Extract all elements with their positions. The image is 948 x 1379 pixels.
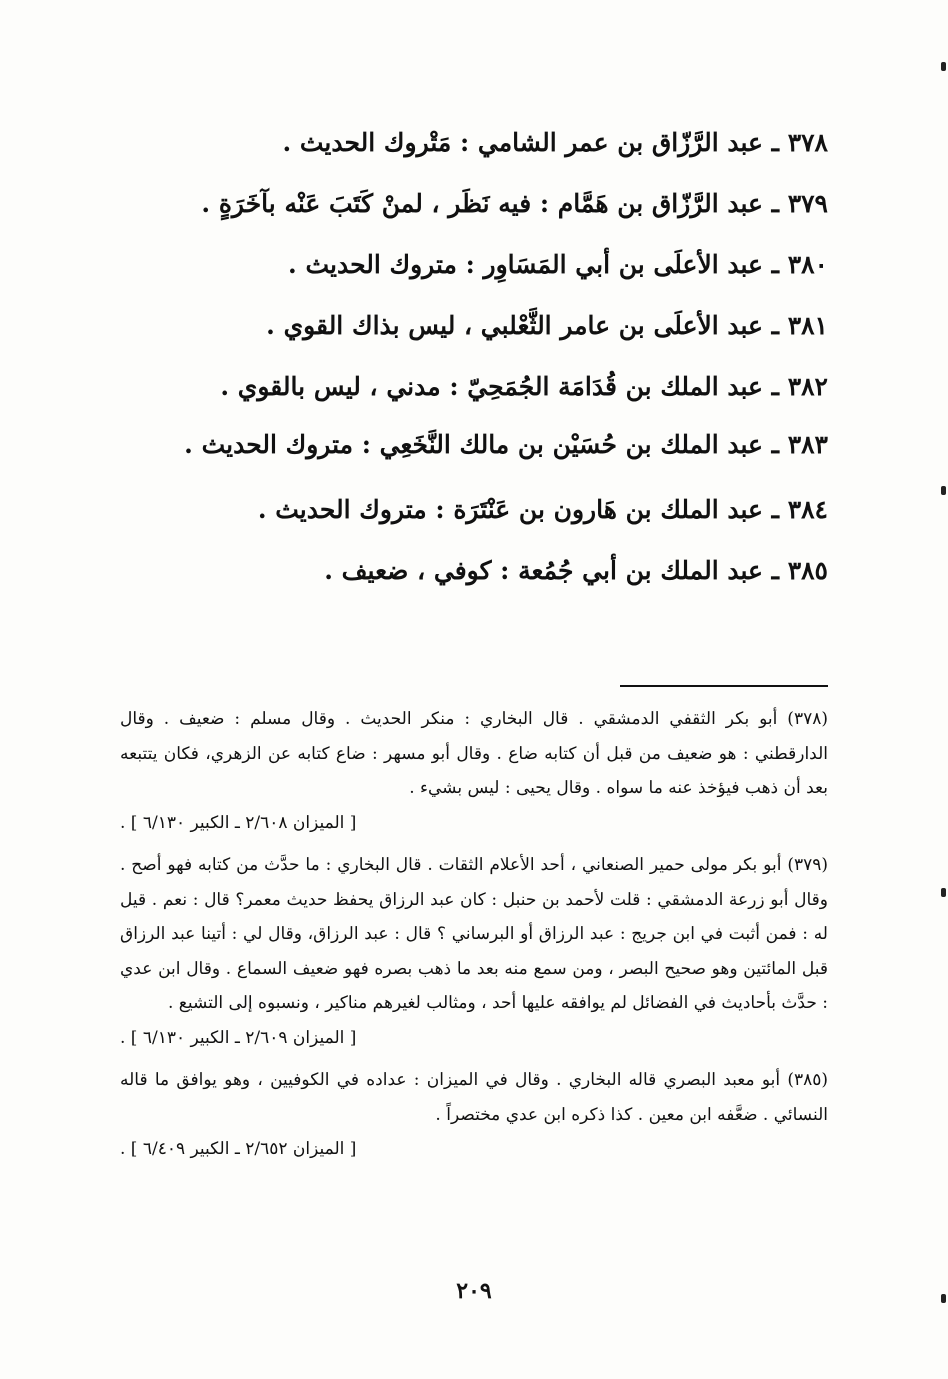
footnote-reference: [ الميزان ٢/٦٥٢ ـ الكبير ٦/٤٠٩ ] . <box>120 1139 357 1159</box>
scan-edge-mark <box>941 486 946 495</box>
footnote-385 <box>120 1063 828 1167</box>
footnote-378 <box>120 702 828 840</box>
footnote-body: (٣٨٥) أبو معبد البصري قاله البخاري . وقال في الميزان : عداده في الكوفيين ، وهو يوافق ما قاله النسائي . ضعَّفه ابن معين . كذا ذكره ابن عدي مختصراً . <box>120 1070 828 1125</box>
entry-378: ٣٧٨ ـ عبد الرَّزّاق بن عمر الشامي : مَتْروك الحديث . <box>282 128 828 157</box>
entry-380: ٣٨٠ ـ عبد الأعلَى بن أبي المَسَاوِر : متروك الحديث . <box>288 250 828 279</box>
page-number: ٢٠٩ <box>456 1278 492 1304</box>
footnote-body: (٣٧٩) أبو بكر مولى حمير الصنعاني ، أحد الأعلام الثقات . قال البخاري : ما حدَّث من كتابه فهو أصح . وقال أبو زرعة الدمشقي : قلت لأحمد بن حنبل : كان عبد الرزاق يحفظ حديث معمر؟ قال : نعم . قيل له : فمن أثبت في ابن جريج : عبد الرزاق أو البرساني ؟ قال : عبد الرزاق، وقال لي : أتينا عبد الرزاق قبل المائتين وهو صحيح البصر ، ومن سمع منه بعد ما ذهب بصره فهو ضعيف السماع . وقال ابن عدي : حدَّث بأحاديث في الفضائل لم يوافقه عليها أحد ، ومثالب لغيرهم مناكير ، ونسبوه إلى التشيع . <box>120 855 828 1013</box>
scan-edge-mark <box>941 62 946 71</box>
footnote-body: (٣٧٨) أبو بكر الثقفي الدمشقي . قال البخاري : منكر الحديث . وقال مسلم : ضعيف . وقال الدارقطني : هو ضعيف من قبل أن كتابه ضاع . وقال أبو مسهر : ضاع كتابه عن الزهري، فكان يتتبعه بعد أن ذهب فيؤخذ عنه ما سواه . وقال يحيى : ليس بشيء . <box>120 709 828 798</box>
footnote-divider <box>620 685 828 687</box>
scan-edge-mark <box>941 1294 946 1303</box>
footnote-reference: [ الميزان ٢/٦٠٩ ـ الكبير ٦/١٣٠ ] . <box>120 1027 357 1048</box>
footnote-reference: [ الميزان ٢/٦٠٨ ـ الكبير ٦/١٣٠ ] . <box>120 812 357 833</box>
entry-383: ٣٨٣ ـ عبد الملك بن حُسَيْن بن مالك النَّخَعِي : متروك الحديث . <box>184 430 828 459</box>
entry-381: ٣٨١ ـ عبد الأعلَى بن عامر الثَّعْلبي ، ليس بذاك القوي . <box>266 311 828 340</box>
entry-382: ٣٨٢ ـ عبد الملك بن قُدَامَة الجُمَحِيّ : مدني ، ليس بالقوي . <box>220 372 828 401</box>
entry-384: ٣٨٤ ـ عبد الملك بن هَارون بن عَنْتَرَة : متروك الحديث . <box>257 495 828 524</box>
scan-edge-mark <box>941 888 946 897</box>
footnote-379 <box>120 848 828 1055</box>
footnotes <box>120 702 828 1175</box>
entries-list <box>128 112 828 601</box>
entry-379: ٣٧٩ ـ عبد الرَّزّاق بن هَمَّام : فيه نَظَر ، لمنْ كَتَبَ عَنْه بآخَرَةٍ . <box>201 189 828 218</box>
entry-385: ٣٨٥ ـ عبد الملك بن أبي جُمُعة : كوفي ، ضعيف . <box>324 556 828 585</box>
